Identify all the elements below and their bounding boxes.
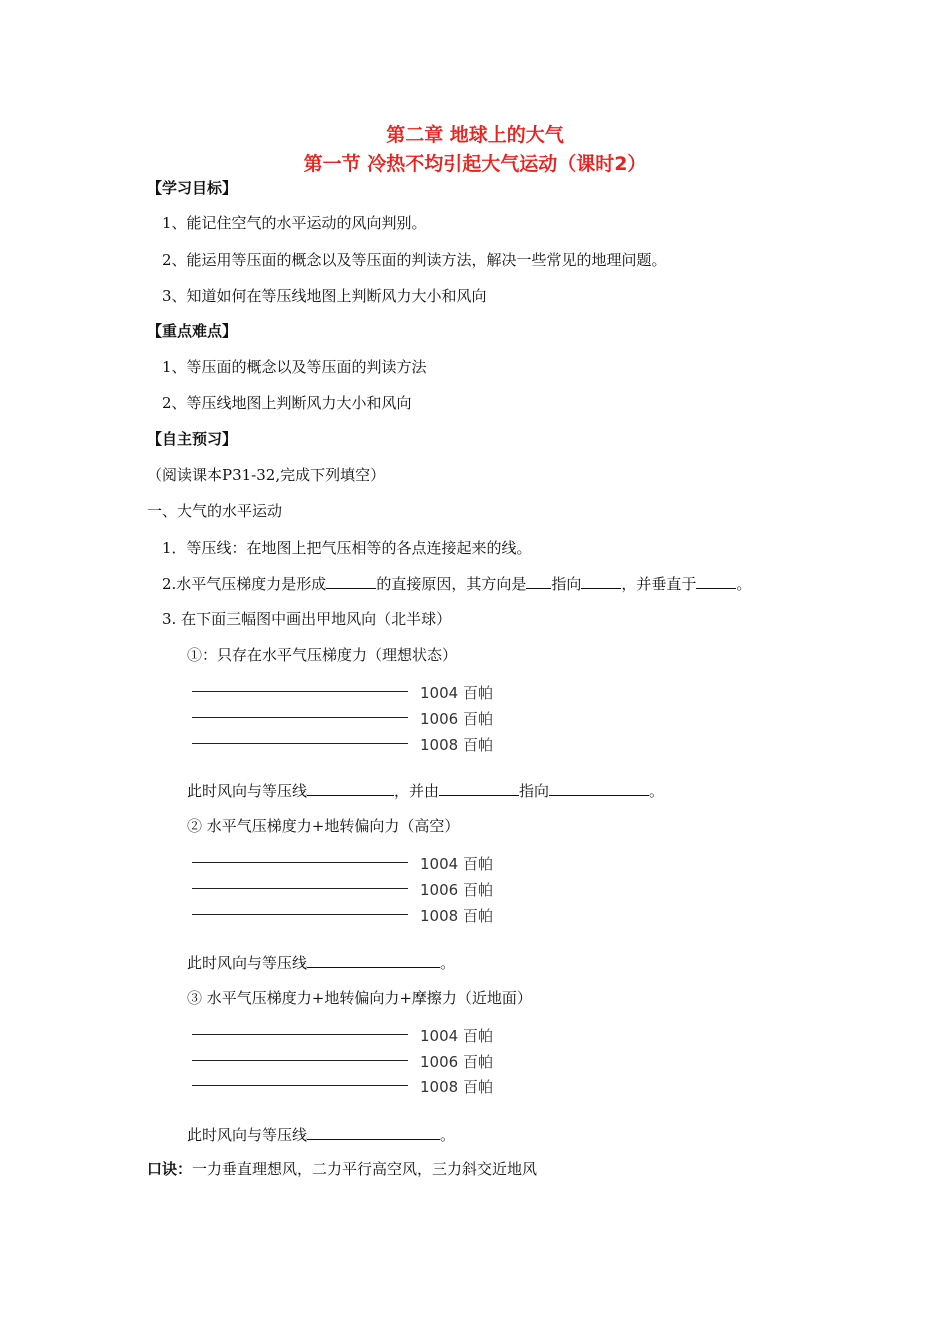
goal-item: 2、能运用等压面的概念以及等压面的判读方法，解决一些常见的地理问题。 (162, 251, 667, 269)
question-2 (162, 572, 751, 594)
blank[interactable] (307, 951, 440, 968)
answer-text: 此时风向与等压线 (187, 954, 308, 972)
blank[interactable] (439, 779, 519, 796)
diagram-2-answer (187, 951, 455, 973)
key-point-item: 2、等压线地图上判断风力大小和风向 (162, 394, 412, 412)
isobar-label: 1008 百帕 (420, 1078, 493, 1096)
chapter-title: 第二章 地球上的大气 (386, 124, 564, 146)
goal-item: 3、知道如何在等压线地图上判断风力大小和风向 (162, 287, 487, 305)
question-2-text: 的直接原因，其方向是 (376, 575, 527, 593)
answer-text: 指向 (519, 782, 550, 800)
isobar-line[interactable] (192, 888, 408, 889)
blank[interactable] (581, 572, 621, 589)
isobar-line[interactable] (192, 862, 408, 863)
question-2-text: 。 (736, 575, 752, 593)
question-2-text: 2.水平气压梯度力是形成 (162, 575, 327, 593)
part-title: 一、大气的水平运动 (147, 502, 283, 520)
diagram-2-caption: ② 水平气压梯度力+地转偏向力（高空） (187, 817, 460, 835)
isobar-line[interactable] (192, 691, 408, 692)
blank[interactable] (326, 572, 376, 589)
blank[interactable] (307, 779, 394, 796)
isobar-line[interactable] (192, 1060, 408, 1061)
key-points-heading: 【重点难点】 (147, 322, 238, 340)
isobar-label: 1004 百帕 (420, 684, 493, 702)
answer-text: 。 (440, 1126, 456, 1144)
diagram-3-answer (187, 1123, 455, 1145)
section-title: 第一节 冷热不均引起大气运动（课时2） (303, 153, 647, 175)
diagram-3-caption: ③ 水平气压梯度力+地转偏向力+摩擦力（近地面） (187, 989, 532, 1007)
question-1: 1．等压线：在地图上把气压相等的各点连接起来的线。 (162, 539, 532, 557)
mnemonic (147, 1158, 537, 1179)
preview-heading: 【自主预习】 (147, 430, 238, 448)
answer-text: 此时风向与等压线 (187, 782, 308, 800)
diagram-1-answer (187, 779, 664, 801)
isobar-label: 1006 百帕 (420, 710, 493, 728)
diagram-1-caption: ①：只存在水平气压梯度力（理想状态） (187, 646, 458, 664)
blank[interactable] (696, 572, 736, 589)
question-2-text: ，并垂直于 (621, 575, 697, 593)
isobar-line[interactable] (192, 743, 408, 744)
question-3: 3. 在下面三幅图中画出甲地风向（北半球） (162, 610, 452, 628)
isobar-label: 1004 百帕 (420, 855, 493, 873)
goals-heading: 【学习目标】 (147, 179, 238, 197)
mnemonic-text: 一力垂直理想风，二力平行高空风，三力斜交近地风 (192, 1160, 538, 1178)
answer-text: 。 (649, 782, 665, 800)
blank[interactable] (549, 779, 649, 796)
goal-item: 1、能记住空气的水平运动的风向判别。 (162, 214, 427, 232)
key-point-item: 1、等压面的概念以及等压面的判读方法 (162, 358, 427, 376)
question-2-text: 指向 (551, 575, 582, 593)
blank[interactable] (307, 1123, 440, 1140)
preview-note: （阅读课本P31-32,完成下列填空） (147, 466, 386, 484)
isobar-label: 1004 百帕 (420, 1027, 493, 1045)
isobar-line[interactable] (192, 1034, 408, 1035)
mnemonic-label: 口诀： (147, 1160, 193, 1178)
isobar-line[interactable] (192, 1085, 408, 1086)
isobar-label: 1006 百帕 (420, 881, 493, 899)
isobar-line[interactable] (192, 914, 408, 915)
answer-text: 此时风向与等压线 (187, 1126, 308, 1144)
isobar-label: 1008 百帕 (420, 907, 493, 925)
answer-text: 。 (440, 954, 456, 972)
isobar-label: 1008 百帕 (420, 736, 493, 754)
isobar-line[interactable] (192, 717, 408, 718)
answer-text: ，并由 (394, 782, 440, 800)
blank[interactable] (526, 572, 551, 589)
isobar-label: 1006 百帕 (420, 1053, 493, 1071)
